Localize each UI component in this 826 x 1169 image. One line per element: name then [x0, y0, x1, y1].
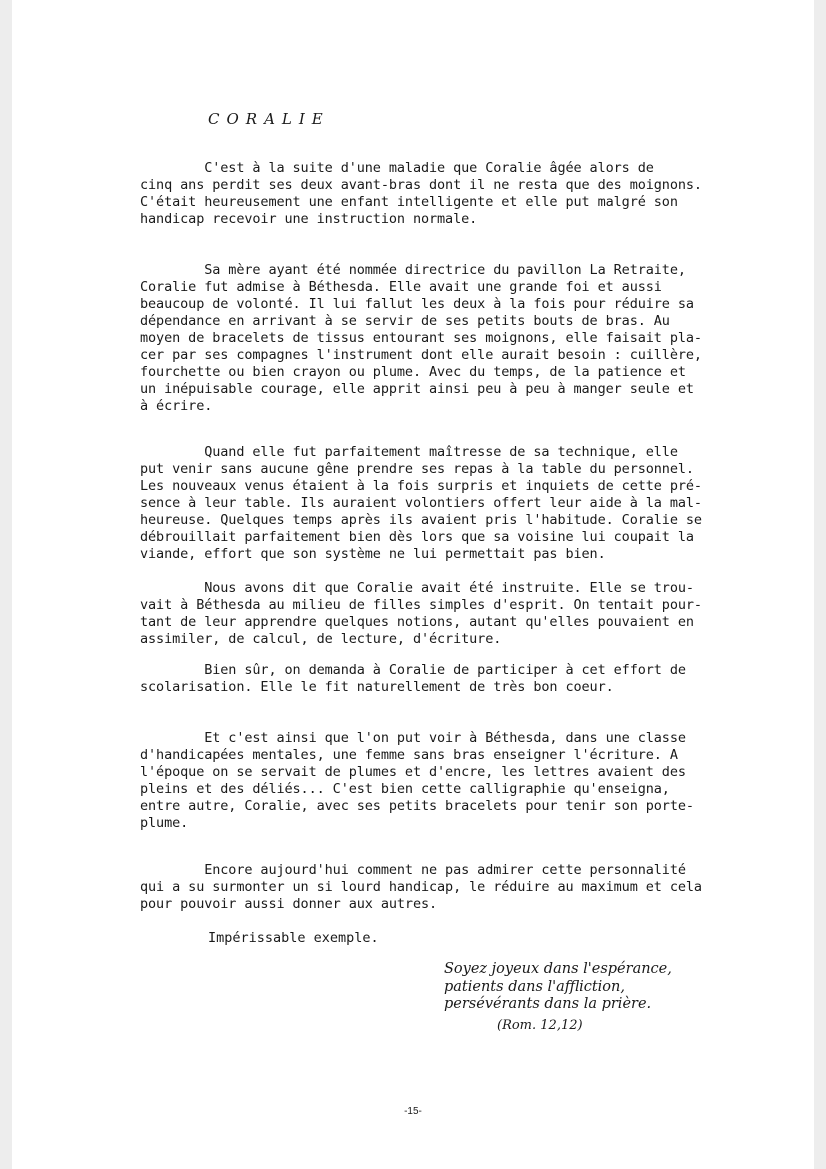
document-title: CORALIE [208, 110, 330, 128]
closing-line: Impérissable exemple. [208, 930, 379, 946]
paragraph-3: Quand elle fut parfaitement maîtresse de sa technique, elle put venir sans aucune gêne prendre ses repas à la table du personnel. Les nouveaux venus étaient à la fois surpris et inquiets de cette pré- sence à leur table. Ils auraient volontiers offert leur aide à la mal- heureuse. Quelques temps après ils avaient pris l'habitude. Coralie se débrouillait parfaitement bien dès lors que sa voisine lui coupait la viande, effort que son système ne lui permettait pas bien. [140, 444, 702, 562]
paragraph-1: C'est à la suite d'une maladie que Coralie âgée alors de cinq ans perdit ses deux avant-bras dont il ne resta que des moignons. C'était heureusement une enfant intelligente et elle put malgré son handicap recevoir une instruction normale. [140, 160, 702, 227]
paragraph-7: Encore aujourd'hui comment ne pas admirer cette personnalité qui a su surmonter un si lourd handicap, le réduire au maximum et cela pour pouvoir aussi donner aux autres. [140, 862, 702, 912]
page-edge-right [814, 0, 826, 1169]
paragraph-6: Et c'est ainsi que l'on put voir à Béthesda, dans une classe d'handicapées mentales, une femme sans bras enseigner l'écriture. A l'époque on se servait de plumes et d'encre, les lettres avaient des pleins et des déliés... C'est bien cette calligraphie qu'enseigna, entre autre, Coralie, avec ses petits bracelets pour tenir son porte- plume. [140, 730, 694, 831]
quote-reference: (Rom. 12,12) [497, 1018, 583, 1033]
paragraph-5: Bien sûr, on demanda à Coralie de participer à cet effort de scolarisation. Elle le fit naturellement de très bon coeur. [140, 662, 686, 695]
paragraph-4: Nous avons dit que Coralie avait été instruite. Elle se trou- vait à Béthesda au milieu de filles simples d'esprit. On tentait pour- tant de leur apprendre quelques notions, autant qu'elles pouvaient en assimiler, de calcul, de lecture, d'écriture. [140, 580, 702, 647]
bible-quote: Soyez joyeux dans l'espérance, patients dans l'affliction, persévérants dans la prière. [444, 961, 672, 1012]
page-edge-left [0, 0, 12, 1169]
paragraph-2: Sa mère ayant été nommée directrice du pavillon La Retraite, Coralie fut admise à Béthesda. Elle avait une grande foi et aussi beaucoup de volonté. Il lui fallut les deux à la fois pour réduire sa dépendance en arrivant à se servir de ses petits bouts de bras. Au moyen de bracelets de tissus entourant ses moignons, elle faisait pla- cer par ses compagnes l'instrument dont elle aurait besoin : cuillère, fourchette ou bien crayon ou plume. Avec du temps, de la patience et un inépuisable courage, elle apprit ainsi peu à peu à manger seule et à écrire. [140, 262, 702, 414]
page-number: -15- [404, 1106, 422, 1117]
